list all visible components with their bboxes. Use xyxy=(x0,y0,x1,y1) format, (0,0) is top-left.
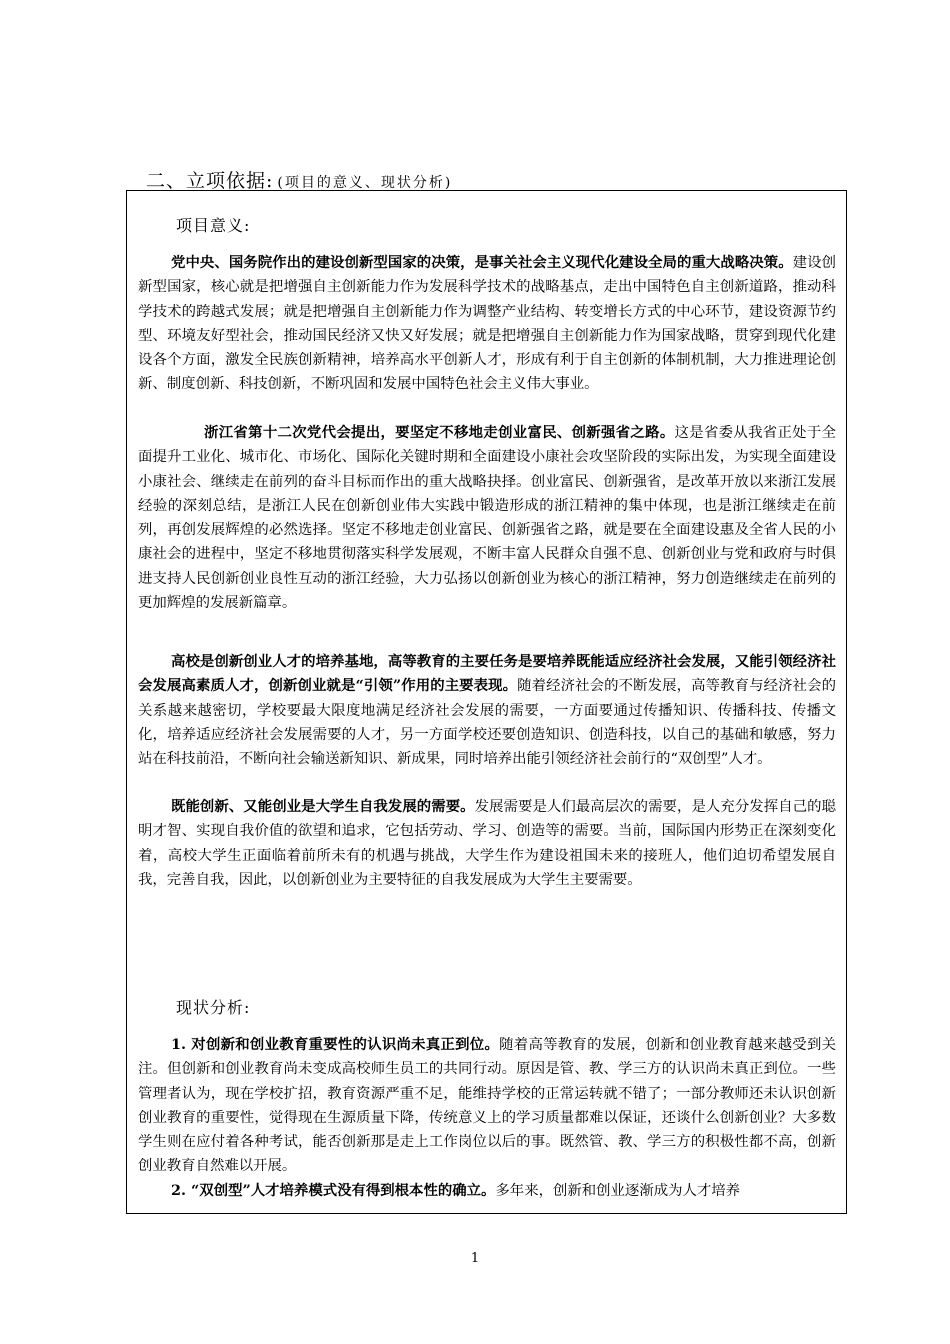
significance-paragraph-4 xyxy=(138,795,836,892)
status-paragraph-2 xyxy=(138,1179,836,1203)
significance-paragraph-2 xyxy=(138,421,836,615)
significance-paragraph-4-lead: 既能创新、又能创业是大学生自我发展的需要。 xyxy=(171,798,475,815)
page-number: 1 xyxy=(470,1251,480,1266)
status-paragraph-1-body: 随着高等教育的发展，创新和创业教育越来越受到关注。但创新和创业教育尚未变成高校师生员工的共同行动。原因是管、教、学三方的认识尚未真正到位。一些管理者认为，现在学校扩招，教育资源严重不足，能维持学校的正常运转就不错了；一部分教师还未认识创新创业教育的重要性，觉得现在生源质量下降，传统意义上的学习质量都难以保证，还谈什么创新创业？大多数学生则在应付着各种考试，能否创新那是走上工作岗位以后的事。既然管、教、学三方的积极性都不高，创新创业教育自然难以开展。 xyxy=(138,1037,836,1175)
significance-paragraph-4-body: 发展需要是人们最高层次的需要，是人充分发挥自己的聪明才智、实现自我价值的欲望和追求，它包括劳动、学习、创造等的需要。当前，国际国内形势正在深刻变化着，高校大学生正面临着前所未有的机遇与挑战，大学生作为建设祖国未来的接班人，他们迫切希望发展自我，完善自我，因此，以创新创业为主要特征的自我发展成为大学生主要需要。 xyxy=(138,799,836,888)
section-heading xyxy=(146,166,452,193)
significance-paragraph-3 xyxy=(138,650,836,771)
status-label: 现状分析: xyxy=(176,998,251,1017)
significance-paragraph-2-body: 这是省委从我省正处于全面提升工业化、城市化、市场化、国际化关键时期和全面建设小康社会攻坚阶段的实际出发，为实现全面建设小康社会、继续走在前列的奋斗目标而作出的重大战略抉择。创业富民、创新强省，是改革开放以来浙江发展经验的深刻总结，是浙江人民在创新创业伟大实践中锻造形成的浙江精神的集中体现，也是浙江继续走在前列，再创发展辉煌的必然选择。坚定不移地走创业富民、创新强省之路，就是要在全面建设惠及全省人民的小康社会的进程中，坚定不移地贯彻落实科学发展观，不断丰富人民群众自强不息、创新创业与党和政府与时俱进支持人民创新创业良性互动的浙江经验，大力弘扬以创新创业为核心的浙江精神，努力创造继续走在前列的更加辉煌的发展新篇章。 xyxy=(138,425,836,612)
status-paragraph-1-lead: 1. 对创新和创业教育重要性的认识尚未真正到位。 xyxy=(171,1036,500,1053)
significance-paragraph-3-lead: 高校是创新创业人才的培养基地，高等教育的主要任务是要培养既能适应经济社会发展，又能引领经济社会发展高素质人才，创新创业就是“引领”作用的主要表现。 xyxy=(138,653,836,695)
section-subtitle: (项目的意义、现状分析) xyxy=(277,175,453,191)
section-title: 二、立项依据: xyxy=(146,170,274,192)
status-paragraph-1 xyxy=(138,1033,836,1179)
significance-paragraph-1 xyxy=(138,251,836,397)
significance-paragraph-2-lead: 浙江省第十二次党代会提出，要坚定不移地走创业富民、创新强省之路。 xyxy=(204,424,675,441)
status-paragraph-2-body: 多年来，创新和创业逐渐成为人才培养 xyxy=(495,1183,741,1199)
status-paragraph-2-lead: 2. “双创型”人才培养模式没有得到根本性的确立。 xyxy=(171,1182,496,1199)
significance-paragraph-1-body: 建设创新型国家，核心就是把增强自主创新能力作为发展科学技术的战略基点，走出中国特色自主创新道路，推动科学技术的跨越式发展；就是把增强自主创新能力作为调整产业结构、转变增长方式的中心环节，建设资源节约型、环境友好型社会，推动国民经济又快又好发展；就是把增强自主创新能力作为国家战略，贯穿到现代化建设各个方面，激发全民族创新精神，培养高水平创新人才，形成有利于自主创新的体制机制，大力推进理论创新、制度创新、科技创新，不断巩固和发展中国特色社会主义伟大事业。 xyxy=(138,255,836,393)
significance-label: 项目意义: xyxy=(176,216,251,235)
content-box xyxy=(126,190,847,1214)
significance-paragraph-3-body: 随着经济社会的不断发展，高等教育与经济社会的关系越来越密切，学校要最大限度地满足经济社会发展的需要，一方面要通过传播知识、传播科技、传播文化，培养适应经济社会发展需要的人才，另一方面学校还要创造知识、创造科技，以自己的基础和敏感，努力站在科技前沿，不断向社会输送新知识、新成果，同时培养出能引领经济社会前行的“双创型”人才。 xyxy=(138,678,836,768)
significance-paragraph-1-lead: 党中央、国务院作出的建设创新型国家的决策，是事关社会主义现代化建设全局的重大战略决策。 xyxy=(171,254,793,271)
